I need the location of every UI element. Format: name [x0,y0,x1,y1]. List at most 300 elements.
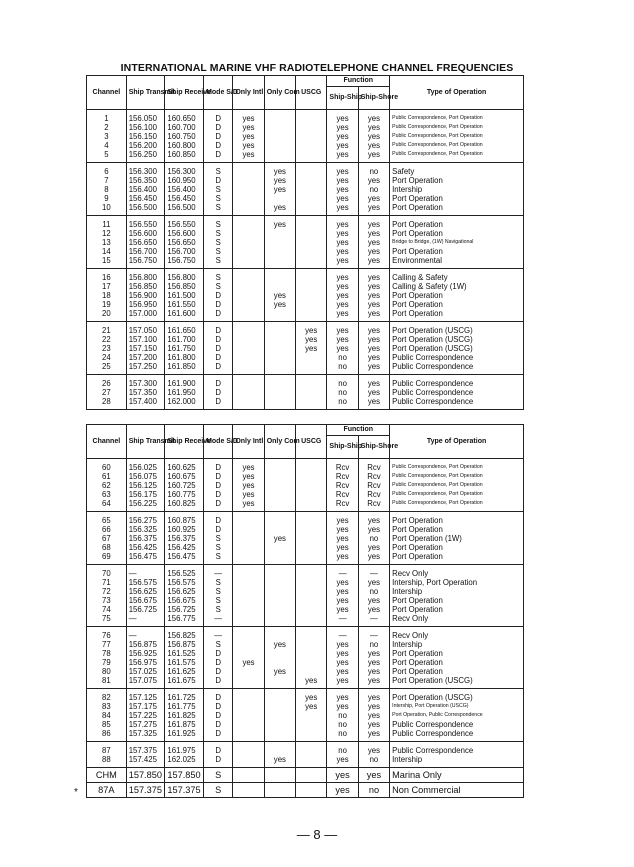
ship-ship-value: Rcv [335,472,350,481]
cell-ship-transmit [126,163,165,216]
channel-value: 64 [102,499,111,508]
only-intl-value [235,711,261,720]
cell-ship-ship [327,742,358,768]
uscg-value [298,379,324,388]
ship-shore-value: yes [367,150,381,159]
cell-ship-ship [327,163,358,216]
only-com-value [267,676,293,685]
mode-value: D [215,463,222,472]
cell-only-com [264,689,295,742]
row-group [87,110,524,163]
ship-transmit-value: 157.375 [128,746,157,755]
mode-value: — [214,614,223,623]
only-intl-value: yes [242,463,255,472]
ship-ship-value: yes [336,282,349,291]
ship-ship-value: yes [336,525,349,534]
mode-value: D [215,525,222,534]
only-intl-value [235,720,261,729]
ship-ship-value: yes [336,141,349,150]
uscg-value [298,300,324,309]
ship-shore-value: yes [367,676,381,685]
only-com-value [267,379,293,388]
row-group [87,459,524,512]
ship-shore-value: yes [367,256,381,265]
uscg-value [298,132,324,141]
type-value: Intership [392,185,423,194]
channel-table-2-body [87,459,524,798]
ship-transmit-value: 156.125 [128,481,157,490]
ship-receive-value: 160.725 [167,481,196,490]
channel-value: 87 [102,746,111,755]
uscg-value [298,755,324,764]
ship-transmit-value: 157.425 [128,755,157,764]
ship-transmit-value: 156.050 [128,114,157,123]
only-intl-value: yes [242,123,255,132]
row-group [87,689,524,742]
cell-type [390,269,524,322]
cell-uscg [296,269,327,322]
type-value: Public Correspondence, Port Operation [392,482,483,488]
uscg-value: yes [305,335,318,344]
ship-shore-value: yes [367,596,381,605]
only-intl-value [235,578,261,587]
header-type: Type of Operation [390,425,524,459]
only-intl-value [235,344,261,353]
channel-value: 15 [102,256,111,265]
only-intl-value [235,534,261,543]
ship-receive-value: 161.550 [167,300,196,309]
ship-ship-value: yes [336,543,349,552]
cell-ship-ship [327,322,358,375]
uscg-value [298,481,324,490]
ship-receive-value: 156.400 [167,185,196,194]
cell-mode [204,110,233,163]
mode-value: D [215,397,222,406]
type-value: Port Operation [392,300,443,309]
ship-transmit-value: 156.575 [128,578,157,587]
cell-channel [87,110,127,163]
channel-value: 22 [102,335,111,344]
mode-value: S [215,640,221,649]
ship-receive-value: 156.375 [167,534,196,543]
type-value: Calling & Safety [392,273,448,282]
row-group [87,742,524,768]
ship-ship-value: yes [336,640,349,649]
row-group [87,163,524,216]
ship-shore-value: yes [367,229,381,238]
ship-transmit-value: 157.125 [128,693,157,702]
ship-ship-value: yes [336,203,349,212]
uscg-value [298,569,324,578]
row-group [87,565,524,627]
type-value: Port Operation [392,552,443,561]
ship-transmit-value: 156.600 [128,229,157,238]
ship-receive-value: 160.925 [167,525,196,534]
ship-receive-value: 161.825 [167,711,196,720]
ship-transmit-value: 156.925 [128,649,157,658]
type-value: Port Operation (USCG) [392,676,473,685]
only-com-value [267,150,293,159]
ship-receive-value: 161.950 [167,388,196,397]
ship-shore-value: yes [367,344,381,353]
mode-value: S [215,587,221,596]
only-intl-value [235,516,261,525]
cell-ship-shore [358,689,389,742]
type-value: Port Operation (USCG) [392,344,473,353]
cell-ship-receive [165,322,204,375]
mode-value: D [215,490,222,499]
ship-ship-value: no [338,362,347,371]
cell-ship-receive [165,459,204,512]
type-value: Public Correspondence, Port Operation [392,115,483,121]
ship-ship-value: — [338,614,347,623]
cell-only-intl [233,322,264,375]
channel-value: 9 [104,194,109,203]
ship-ship-value: — [338,631,347,640]
channel-value: 25 [102,362,111,371]
uscg-value [298,238,324,247]
mode-value: D [215,291,222,300]
ship-transmit-value: 156.475 [128,552,157,561]
mode-value: D [215,720,222,729]
mode-value: S [215,220,221,229]
ship-receive-value: 161.875 [167,720,196,729]
type-value: Port Operation [392,667,443,676]
cell-ship-ship [327,512,358,565]
asterisk-mark: * [74,787,78,798]
cell-only-com [264,512,295,565]
channel-value: 75 [102,614,111,623]
ship-shore-value: yes [367,649,381,658]
type-value: Public Correspondence, Port Operation [392,464,483,470]
cell-only-com [264,459,295,512]
cell-channel: 87A [87,783,127,798]
ship-transmit-value: 156.625 [128,587,157,596]
uscg-value [298,247,324,256]
channel-value: 12 [102,229,111,238]
only-intl-value: yes [242,472,255,481]
ship-receive-value: 161.600 [167,309,196,318]
cell-type [390,627,524,689]
only-intl-value: yes [242,499,255,508]
cell-only-com [264,783,295,798]
uscg-value [298,353,324,362]
channel-value: 2 [104,123,109,132]
cell-ship-transmit: 157.850 [126,768,165,783]
channel-value: 21 [102,326,111,335]
type-value: Public Correspondence, Port Operation [392,151,483,157]
cell-only-com [264,565,295,627]
header-ship-shore: Ship-Shore [358,436,389,459]
only-com-value: yes [273,291,286,300]
cell-ship-shore [358,459,389,512]
ship-transmit-value: 156.900 [128,291,157,300]
cell-ship-ship: yes [327,783,358,798]
only-com-value [267,746,293,755]
only-com-value [267,658,293,667]
cell-ship-transmit [126,110,165,163]
only-com-value [267,596,293,605]
only-com-value [267,114,293,123]
type-value: Public Correspondence, Port Operation [392,473,483,479]
ship-ship-value: yes [336,693,349,702]
type-value: Port Operation [392,229,443,238]
channel-value: 11 [102,220,111,229]
ship-transmit-value: 157.100 [128,335,157,344]
cell-type: Marina Only [390,768,524,783]
ship-ship-value: — [338,569,347,578]
uscg-value [298,534,324,543]
cell-uscg [296,742,327,768]
channel-value: 80 [102,667,111,676]
channel-value: 27 [102,388,111,397]
ship-ship-value: no [338,379,347,388]
only-com-value: yes [273,534,286,543]
uscg-value [298,273,324,282]
ship-receive-value: 161.800 [167,353,196,362]
ship-receive-value: 156.850 [167,282,196,291]
only-intl-value: yes [242,490,255,499]
ship-transmit-value: 156.650 [128,238,157,247]
row-group [87,216,524,269]
ship-receive-value: 160.800 [167,141,196,150]
ship-shore-value: yes [367,746,381,755]
cell-uscg [296,689,327,742]
cell-channel [87,512,127,565]
only-com-value [267,605,293,614]
ship-transmit-value: 156.725 [128,605,157,614]
uscg-value [298,587,324,596]
ship-receive-value: 160.825 [167,499,196,508]
ship-transmit-value: 156.800 [128,273,157,282]
mode-value: D [215,499,222,508]
only-com-value: yes [273,640,286,649]
only-intl-value [235,746,261,755]
ship-receive-value: 161.675 [167,676,196,685]
uscg-value [298,729,324,738]
only-com-value [267,132,293,141]
header-type: Type of Operation [390,76,524,110]
only-intl-value [235,335,261,344]
uscg-value [298,463,324,472]
mode-value: D [215,353,222,362]
cell-type [390,565,524,627]
cell-uscg [296,783,327,798]
header-function: Function [327,425,390,436]
ship-receive-value: 160.625 [167,463,196,472]
table-row [87,768,524,783]
page-title: INTERNATIONAL MARINE VHF RADIOTELEPHONE CHANNEL FREQUENCIES [120,62,514,74]
ship-ship-value: yes [336,238,349,247]
ship-transmit-value: 156.025 [128,463,157,472]
only-com-value [267,362,293,371]
only-com-value [267,490,293,499]
mode-value: S [215,238,221,247]
cell-uscg [296,163,327,216]
only-com-value [267,353,293,362]
cell-ship-shore [358,269,389,322]
uscg-value [298,631,324,640]
ship-shore-value: yes [367,379,381,388]
cell-channel [87,375,127,410]
only-intl-value [235,649,261,658]
cell-only-com [264,375,295,410]
cell-only-intl [233,768,264,783]
ship-shore-value: — [370,631,378,640]
cell-mode [204,512,233,565]
type-value: Port Operation [392,203,443,212]
channel-value: 20 [102,309,111,318]
mode-value: D [215,300,222,309]
ship-ship-value: yes [336,176,349,185]
uscg-value: yes [305,344,318,353]
uscg-value [298,516,324,525]
type-value: Port Operation [392,649,443,658]
cell-type [390,459,524,512]
channel-value: 17 [102,282,111,291]
ship-shore-value: yes [367,543,381,552]
cell-ship-receive: 157.375 [165,783,204,798]
cell-ship-shore [358,110,389,163]
cell-ship-ship [327,269,358,322]
ship-transmit-value: 156.450 [128,194,157,203]
ship-receive-value: 161.925 [167,729,196,738]
channel-value: 62 [102,481,111,490]
type-value: Port Operation (USCG) [392,693,473,702]
type-value: Intership, Port Operation (USCG) [392,703,469,709]
ship-ship-value: yes [336,649,349,658]
uscg-value [298,649,324,658]
ship-transmit-value: 157.050 [128,326,157,335]
ship-transmit-value: 156.750 [128,256,157,265]
ship-receive-value: 161.725 [167,693,196,702]
type-value: Safety [392,167,415,176]
mode-value: — [214,631,223,640]
ship-receive-value: 156.825 [167,631,196,640]
channel-value: 88 [102,755,111,764]
ship-receive-value: 161.625 [167,667,196,676]
channel-value: 61 [102,472,111,481]
ship-shore-value: — [370,614,378,623]
cell-ship-ship: yes [327,768,358,783]
mode-value: S [215,194,221,203]
only-com-value [267,229,293,238]
only-intl-value [235,729,261,738]
uscg-value [298,362,324,371]
ship-shore-value: Rcv [367,481,381,490]
cell-mode [204,269,233,322]
only-com-value [267,309,293,318]
cell-ship-shore [358,565,389,627]
ship-transmit-value: 156.400 [128,185,157,194]
ship-receive-value: 156.550 [167,220,196,229]
ship-ship-value: no [338,746,347,755]
cell-only-intl [233,565,264,627]
ship-ship-value: yes [336,220,349,229]
ship-receive-value: 160.875 [167,516,196,525]
uscg-value [298,525,324,534]
ship-transmit-value: 156.150 [128,132,157,141]
channel-value: 3 [104,132,109,141]
cell-channel [87,742,127,768]
only-intl-value [235,229,261,238]
ship-transmit-value: 156.275 [128,516,157,525]
uscg-value: yes [305,676,318,685]
type-value: Port Operation [392,291,443,300]
only-intl-value [235,543,261,552]
only-intl-value [235,388,261,397]
ship-ship-value: no [338,353,347,362]
cell-mode [204,565,233,627]
uscg-value [298,472,324,481]
ship-shore-value: yes [367,203,381,212]
uscg-value [298,185,324,194]
only-intl-value [235,220,261,229]
uscg-value [298,667,324,676]
cell-ship-ship [327,459,358,512]
type-value: Public Correspondence [392,397,474,406]
type-value: Port Operation [392,247,443,256]
type-value: Bridge to Bridge, (1W) Navigational [392,239,474,245]
ship-receive-value: 156.750 [167,256,196,265]
type-value: Port Operation [392,525,443,534]
ship-shore-value: yes [367,516,381,525]
header-ship-receive: Ship Receive [165,425,204,459]
cell-ship-receive [165,565,204,627]
ship-receive-value: 162.000 [167,397,196,406]
mode-value: S [215,552,221,561]
cell-mode [204,163,233,216]
mode-value: S [215,543,221,552]
header-ship-ship: Ship-Ship [327,87,358,110]
type-value: Port Operation [392,309,443,318]
cell-ship-ship [327,110,358,163]
cell-mode [204,459,233,512]
ship-shore-value: Rcv [367,472,381,481]
uscg-value [298,150,324,159]
only-intl-value [235,291,261,300]
only-intl-value [235,362,261,371]
channel-value: 68 [102,543,111,552]
cell-ship-receive [165,512,204,565]
ship-receive-value: 156.675 [167,596,196,605]
ship-shore-value: yes [367,114,381,123]
ship-ship-value: yes [336,578,349,587]
only-com-value [267,194,293,203]
cell-ship-receive [165,375,204,410]
ship-receive-value: 160.850 [167,150,196,159]
ship-shore-value: yes [367,238,381,247]
only-intl-value [235,676,261,685]
channel-value: 66 [102,525,111,534]
uscg-value [298,711,324,720]
ship-receive-value: 156.500 [167,203,196,212]
only-com-value [267,256,293,265]
mode-value: D [215,746,222,755]
type-value: Public Correspondence, Port Operation [392,491,483,497]
ship-shore-value: yes [367,388,381,397]
only-com-value [267,516,293,525]
cell-ship-receive [165,269,204,322]
ship-ship-value: no [338,720,347,729]
cell-ship-shore [358,512,389,565]
only-intl-value [235,693,261,702]
cell-mode: S [204,783,233,798]
ship-shore-value: yes [367,362,381,371]
cell-mode [204,689,233,742]
cell-ship-ship [327,689,358,742]
cell-ship-transmit [126,565,165,627]
